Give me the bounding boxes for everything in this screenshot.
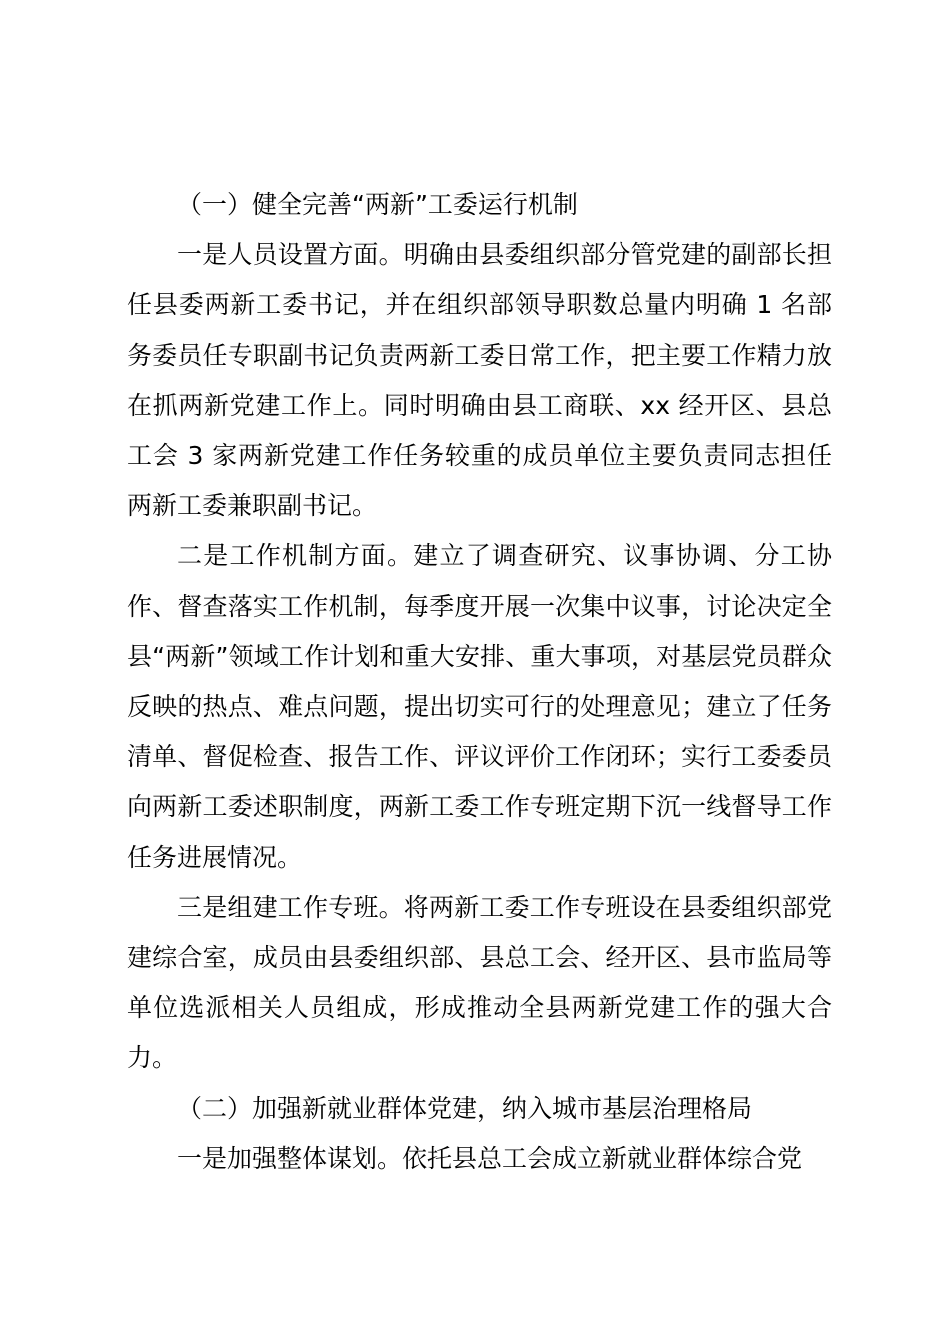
paragraph-overall-planning: 一是加强整体谋划。依托县总工会成立新就业群体综合党	[177, 1143, 803, 1173]
paragraph-work-team: 三是组建工作专班。将两新工委工作专班设在县委组织部党建综合室，成员由县委组织部、县总工会、经开区、县市监局等单位选派相关人员组成，形成推动全县两新党建工作的强大合力。	[127, 892, 832, 1073]
paragraph-work-mechanism: 二是工作机制方面。建立了调查研究、议事协调、分工协作、督查落实工作机制，每季度开展一次集中议事，讨论决定全县“两新”领域工作计划和重大安排、重大事项，对基层党员群众反映的热点、难点问题，提出切实可行的处理意见；建立了任务清单、督促检查、报告工作、评议评价工作闭环；实行工委委员向两新工委述职制度，两新工委工作专班定期下沉一线督导工作任务进展情况。	[127, 541, 832, 872]
section-heading-1: （一）健全完善“两新”工委运行机制	[177, 190, 578, 219]
section-heading-2: （二）加强新就业群体党建，纳入城市基层治理格局	[177, 1093, 753, 1123]
paragraph-personnel-setup: 一是人员设置方面。明确由县委组织部分管党建的副部长担任县委两新工委书记，并在组织部领导职数总量内明确 1 名部务委员任专职副书记负责两新工委日常工作，把主要工作精力放在抓两新党建工作上。同时明确由县工商联、xx 经开区、县总工会 3 家两新党建工作任务较重的成员单位主要负责同志担任两新工委兼职副书记。	[127, 240, 832, 521]
document-body	[127, 180, 832, 1184]
